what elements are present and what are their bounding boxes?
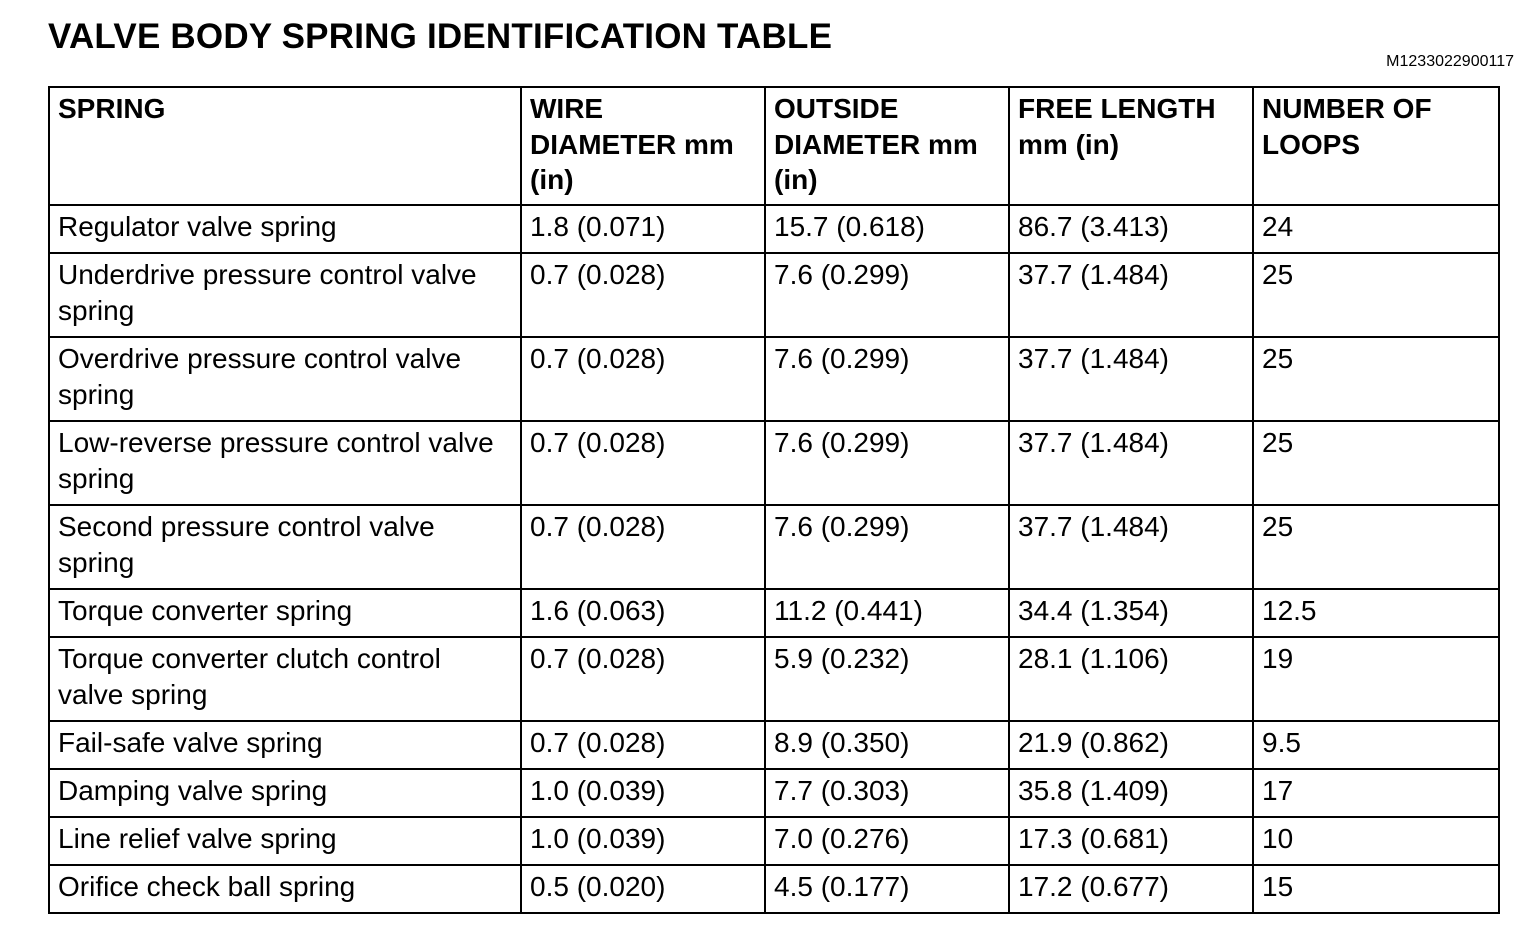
table-row bbox=[49, 589, 1499, 637]
table-row bbox=[49, 817, 1499, 865]
header-spring: SPRING bbox=[49, 87, 521, 205]
page-title: VALVE BODY SPRING IDENTIFICATION TABLE bbox=[48, 17, 833, 56]
header-free-length: FREE LENGTH mm (in) bbox=[1009, 87, 1253, 205]
header-outside-diameter: OUTSIDE DIAMETER mm (in) bbox=[765, 87, 1009, 205]
table-row bbox=[49, 337, 1499, 421]
cell-outside-diameter: 11.2 (0.441) bbox=[765, 589, 1009, 637]
cell-wire-diameter: 0.5 (0.020) bbox=[521, 865, 765, 913]
cell-free-length: 21.9 (0.862) bbox=[1009, 721, 1253, 769]
cell-outside-diameter: 7.7 (0.303) bbox=[765, 769, 1009, 817]
cell-number-of-loops: 25 bbox=[1253, 505, 1499, 589]
cell-number-of-loops: 17 bbox=[1253, 769, 1499, 817]
cell-free-length: 37.7 (1.484) bbox=[1009, 421, 1253, 505]
cell-wire-diameter: 1.6 (0.063) bbox=[521, 589, 765, 637]
cell-outside-diameter: 4.5 (0.177) bbox=[765, 865, 1009, 913]
cell-free-length: 17.3 (0.681) bbox=[1009, 817, 1253, 865]
cell-free-length: 35.8 (1.409) bbox=[1009, 769, 1253, 817]
cell-wire-diameter: 0.7 (0.028) bbox=[521, 337, 765, 421]
cell-free-length: 28.1 (1.106) bbox=[1009, 637, 1253, 721]
cell-number-of-loops: 25 bbox=[1253, 337, 1499, 421]
cell-free-length: 86.7 (3.413) bbox=[1009, 205, 1253, 253]
table-row bbox=[49, 253, 1499, 337]
document-code: M1233022900117 bbox=[1386, 53, 1514, 70]
cell-wire-diameter: 0.7 (0.028) bbox=[521, 253, 765, 337]
cell-number-of-loops: 12.5 bbox=[1253, 589, 1499, 637]
cell-wire-diameter: 1.8 (0.071) bbox=[521, 205, 765, 253]
header-wire-diameter: WIRE DIAMETER mm (in) bbox=[521, 87, 765, 205]
cell-spring: Second pressure control valve spring bbox=[49, 505, 521, 589]
cell-number-of-loops: 25 bbox=[1253, 253, 1499, 337]
cell-number-of-loops: 19 bbox=[1253, 637, 1499, 721]
cell-spring: Damping valve spring bbox=[49, 769, 521, 817]
cell-number-of-loops: 25 bbox=[1253, 421, 1499, 505]
cell-outside-diameter: 8.9 (0.350) bbox=[765, 721, 1009, 769]
cell-free-length: 37.7 (1.484) bbox=[1009, 337, 1253, 421]
cell-outside-diameter: 5.9 (0.232) bbox=[765, 637, 1009, 721]
cell-wire-diameter: 0.7 (0.028) bbox=[521, 421, 765, 505]
cell-free-length: 17.2 (0.677) bbox=[1009, 865, 1253, 913]
cell-wire-diameter: 0.7 (0.028) bbox=[521, 505, 765, 589]
cell-free-length: 37.7 (1.484) bbox=[1009, 253, 1253, 337]
cell-spring: Orifice check ball spring bbox=[49, 865, 521, 913]
cell-number-of-loops: 10 bbox=[1253, 817, 1499, 865]
cell-free-length: 37.7 (1.484) bbox=[1009, 505, 1253, 589]
cell-wire-diameter: 1.0 (0.039) bbox=[521, 817, 765, 865]
table-row bbox=[49, 721, 1499, 769]
table-row bbox=[49, 865, 1499, 913]
cell-spring: Torque converter clutch control valve spring bbox=[49, 637, 521, 721]
table-row bbox=[49, 205, 1499, 253]
cell-spring: Line relief valve spring bbox=[49, 817, 521, 865]
cell-spring: Underdrive pressure control valve spring bbox=[49, 253, 521, 337]
table-row bbox=[49, 637, 1499, 721]
table-row bbox=[49, 505, 1499, 589]
cell-free-length: 34.4 (1.354) bbox=[1009, 589, 1253, 637]
spring-identification-table bbox=[48, 86, 1500, 914]
table-row bbox=[49, 421, 1499, 505]
cell-outside-diameter: 7.6 (0.299) bbox=[765, 253, 1009, 337]
cell-number-of-loops: 15 bbox=[1253, 865, 1499, 913]
cell-number-of-loops: 24 bbox=[1253, 205, 1499, 253]
cell-spring: Fail-safe valve spring bbox=[49, 721, 521, 769]
cell-wire-diameter: 0.7 (0.028) bbox=[521, 721, 765, 769]
cell-spring: Overdrive pressure control valve spring bbox=[49, 337, 521, 421]
cell-wire-diameter: 0.7 (0.028) bbox=[521, 637, 765, 721]
cell-outside-diameter: 7.6 (0.299) bbox=[765, 421, 1009, 505]
cell-outside-diameter: 7.0 (0.276) bbox=[765, 817, 1009, 865]
cell-number-of-loops: 9.5 bbox=[1253, 721, 1499, 769]
cell-outside-diameter: 15.7 (0.618) bbox=[765, 205, 1009, 253]
cell-spring: Low-reverse pressure control valve spring bbox=[49, 421, 521, 505]
table-row bbox=[49, 769, 1499, 817]
header-number-of-loops: NUMBER OF LOOPS bbox=[1253, 87, 1499, 205]
cell-outside-diameter: 7.6 (0.299) bbox=[765, 337, 1009, 421]
cell-spring: Torque converter spring bbox=[49, 589, 521, 637]
cell-spring: Regulator valve spring bbox=[49, 205, 521, 253]
cell-outside-diameter: 7.6 (0.299) bbox=[765, 505, 1009, 589]
table-header-row bbox=[49, 87, 1499, 205]
cell-wire-diameter: 1.0 (0.039) bbox=[521, 769, 765, 817]
